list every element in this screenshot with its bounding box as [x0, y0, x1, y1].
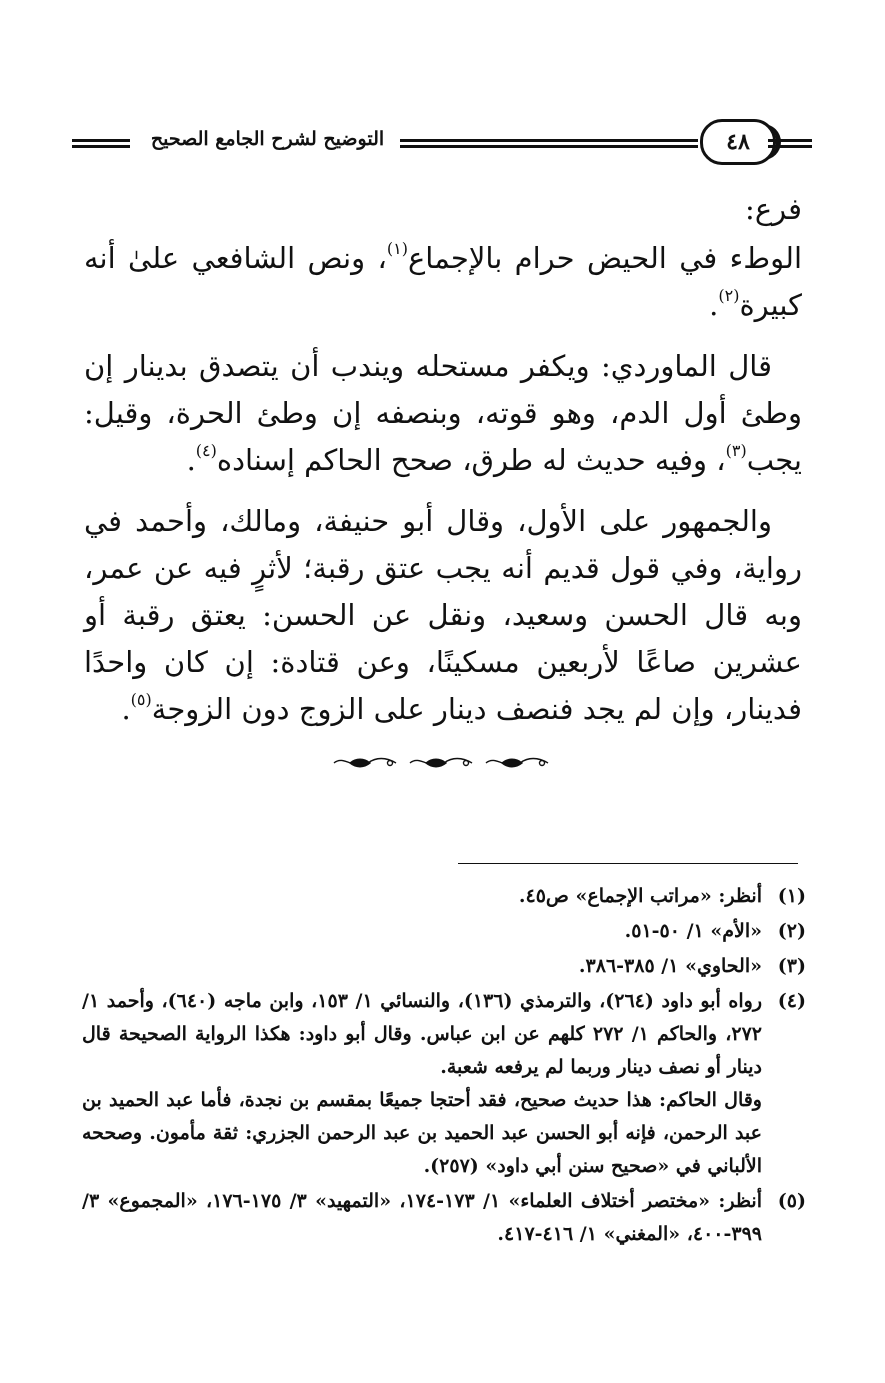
header-rule-middle	[400, 139, 698, 149]
running-header	[72, 112, 812, 162]
footnote-ref-4[interactable]: (٤)	[195, 441, 217, 460]
p3-text: والجمهور على الأول، وقال أبو حنيفة، ومالك، وأحمد في رواية، وفي قول قديم أنه يجب عتق رقبة؛ لأثرٍ فيه عن عمر، وبه قال الحسن وسعيد، ونقل عن الحسن: يعتق رقبة أو عشرين صاعًا لأربعين مسكينًا، وعن قتادة: إن كان واحدًا فدينار، وإن لم يجد فنصف دينار على الزوج دون الزوجة	[84, 504, 802, 726]
header-rule-right	[768, 139, 812, 149]
p1-text-2: ، ونص الشافعي علىٰ أنه كبيرة	[84, 241, 802, 322]
footnote-ref-2[interactable]: (٢)	[718, 286, 740, 305]
p1-text: الوطء في الحيض حرام بالإجماع	[407, 241, 802, 275]
footnote-line: وقال الحاكم: هذا حديث صحيح، فقد أحتجا جميعًا بمقسم بن نجدة، فأما عبد الحميد بن عبد الرحمن، فإنه أبو الحسن عبد الحميد بن عبد الرحمن الجزري: ثقة مأمون. وصححه الألباني في «صحيح سنن أبي داود» (٢٥٧).	[82, 1089, 762, 1177]
header-rule-left	[72, 139, 130, 149]
page-number	[700, 119, 776, 165]
main-text	[84, 186, 802, 747]
footnote-4	[82, 985, 806, 1183]
footnote-line: «الأم» ١/ ٥٠-٥١.	[624, 920, 762, 942]
footnote-number: (٤)	[777, 990, 806, 1012]
footnote-text	[82, 880, 762, 913]
footnote-2	[82, 915, 806, 948]
footnote-separator	[458, 863, 798, 864]
footnote-line: رواه أبو داود (٢٦٤)، والترمذي (١٣٦)، والنسائي ١/ ١٥٣، وابن ماجه (٦٤٠)، وأحمد ١/ ٢٧٢، والحاكم ١/ ٢٧٢ كلهم عن ابن عباس. وقال أبو داود: هكذا الرواية الصحيحة قال دينار أو نصف دينار وربما لم يرفعه شعبة.	[82, 990, 762, 1078]
paragraph-3	[84, 498, 802, 733]
footnotes	[82, 880, 806, 1253]
ornament-motif-left	[334, 759, 396, 767]
footnote-line: أنظر: «مراتب الإجماع» ص٤٥.	[518, 885, 762, 907]
footnote-3	[82, 950, 806, 983]
footnote-1	[82, 880, 806, 913]
section-heading: فرع:	[745, 192, 802, 226]
paragraph-1	[84, 235, 802, 329]
p2-text: قال الماوردي: ويكفر مستحله ويندب أن يتصدق بدينار إن وطئ أول الدم، وهو قوته، وبنصفه إن وطئ الحرة، وقيل: يجب	[84, 349, 802, 477]
page-number-text: ٤٨	[726, 129, 750, 155]
footnote-5	[82, 1185, 806, 1251]
p3-end: .	[121, 692, 131, 726]
ornament-motif-middle	[410, 759, 472, 767]
footnote-number: (٥)	[777, 1190, 806, 1212]
footnote-line: «الحاوي» ١/ ٣٨٥-٣٨٦.	[578, 955, 762, 977]
footnote-line: أنظر: «مختصر أختلاف العلماء» ١/ ١٧٣-١٧٤، «التمهيد» ٣/ ١٧٥-١٧٦، «المجموع» ٣/ ٣٩٩-٤٠٠، «المغني» ١/ ٤١٦-٤١٧.	[82, 1190, 762, 1245]
p1-end: .	[709, 288, 719, 322]
running-title: التوضيح لشرح الجامع الصحيح	[150, 128, 385, 150]
footnote-number: (١)	[777, 885, 806, 907]
footnote-text	[82, 915, 762, 948]
footnote-ref-5[interactable]: (٥)	[130, 690, 152, 709]
p2-end: .	[186, 443, 196, 477]
footnote-number: (٢)	[777, 920, 806, 942]
footnote-number: (٣)	[777, 955, 806, 977]
ornament-motif-right	[486, 759, 548, 767]
paragraph-2	[84, 343, 802, 484]
footnote-ref-1[interactable]: (١)	[386, 239, 408, 258]
footnote-text	[82, 1185, 762, 1251]
footnote-text	[82, 985, 762, 1183]
ornament-divider-icon	[330, 752, 552, 774]
footnote-ref-3[interactable]: (٣)	[725, 441, 747, 460]
footnote-text	[82, 950, 762, 983]
p2-text-2: ، وفيه حديث له طرق، صحح الحاكم إسناده	[216, 443, 726, 477]
